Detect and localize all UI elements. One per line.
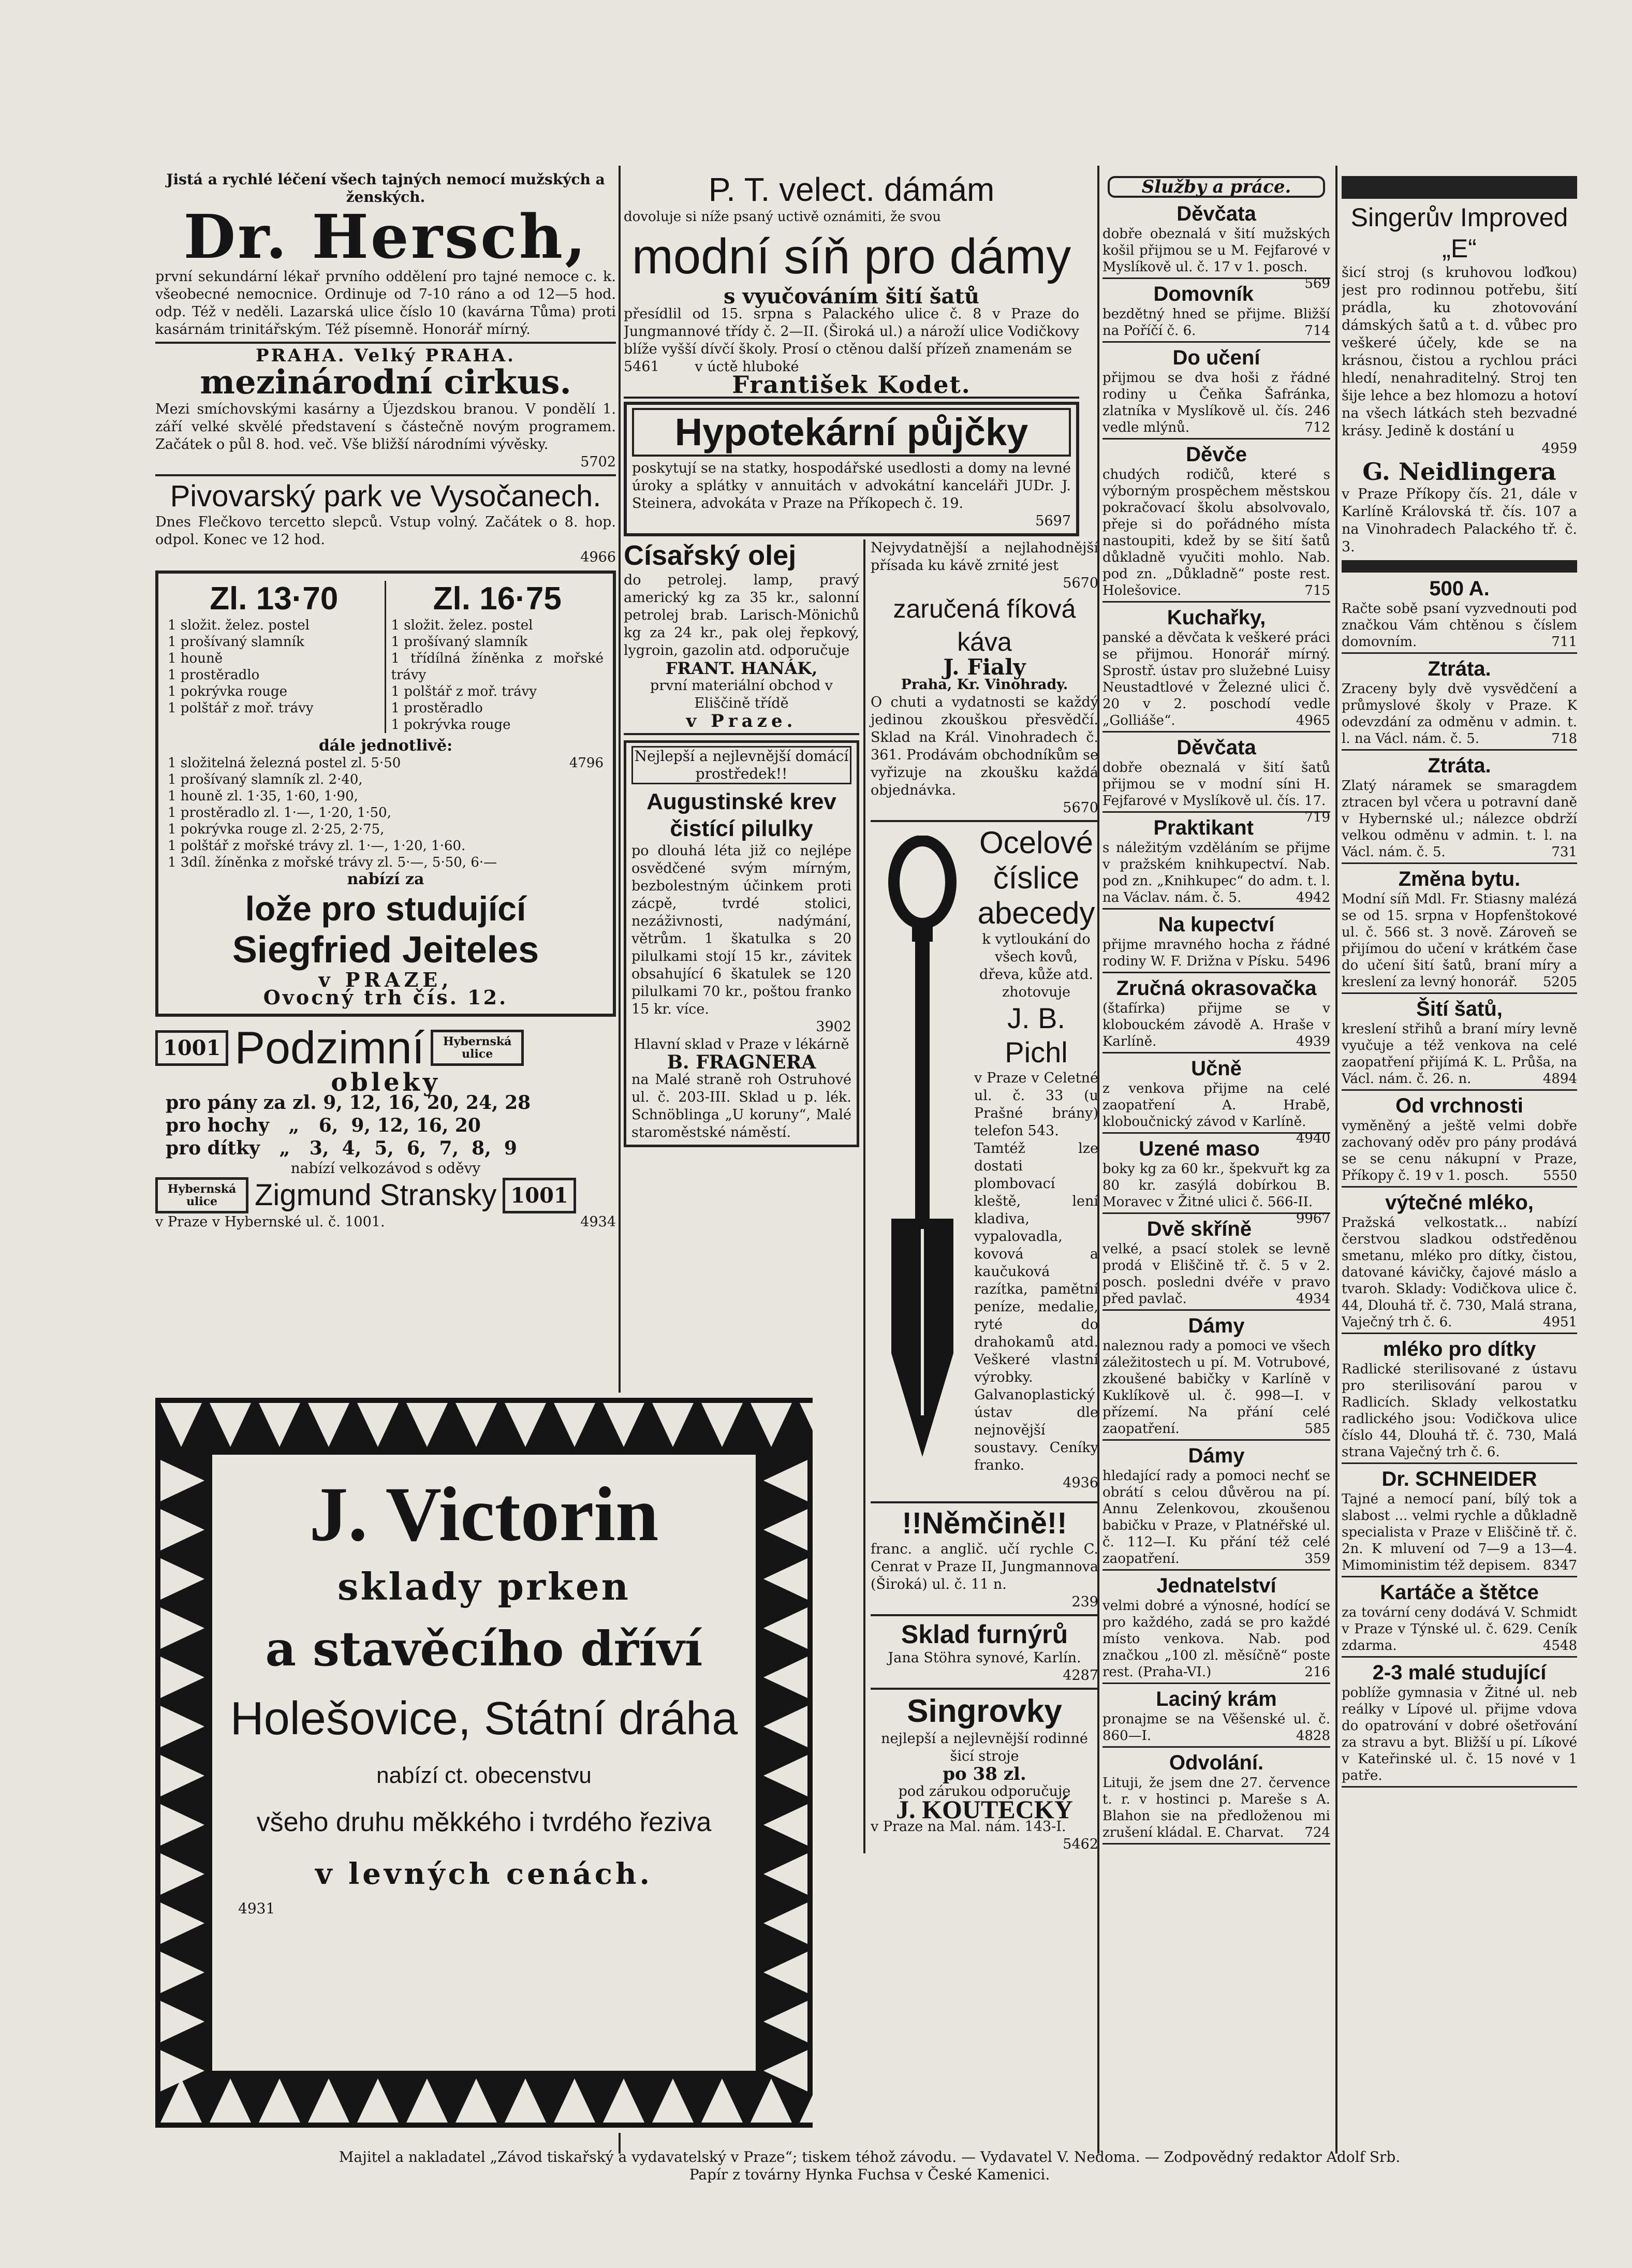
classified-ad [1342, 1191, 1577, 1334]
classified-body: Modní síň Mdl. Fr. Stiasny malézá se od 15. srpna v Hopfenštokové ul. č. 566 st. 3 nově. Zároveň se přijímou do učení v krátkém čase do učení šití šatů, braní míry a kreslení za levný honorář. [1342, 891, 1577, 990]
classified-ad [1102, 606, 1330, 733]
classified-ad [1342, 867, 1577, 994]
classified-num: 569 [1304, 276, 1330, 291]
classified-ad [1102, 443, 1330, 603]
classified-num: 4939 [1296, 1034, 1330, 1049]
classified-ad [1342, 1467, 1577, 1577]
classified-title: Ztráta. [1428, 657, 1491, 680]
price-row: pro hochy „ 6, 9, 12, 16, 20 [166, 1115, 481, 1136]
victorin-name: J. Victorin [309, 1471, 659, 1557]
classified-num: 9967 [1296, 1211, 1330, 1226]
classified-text [1342, 778, 1577, 860]
fialy-text: O chuti a vydatnosti se každý jedinou zkouškou přesvědčí. Sklad na Král. Vinohradech č. 361. Prodávám obchodníkům se vyřizuje na zkoušku každá objednávka. [871, 694, 1098, 798]
hypo-title: Hypotekární půjčky [632, 408, 1071, 457]
pilulky-text: po dlouhá léta již co nejlépe osvědčené svým mírným, bezbolestným účinkem proti zácpě, tvrdé stolici, nezáživnosti, nadýmání, větrům. 1 škatulka s 20 pilulkami stojí 15 kr., závitek obsahující 6 škatulek se 120 pilulkami 70 kr., poštou franko 15 kr. více. [631, 843, 851, 1017]
offer-text: nabízí za [347, 870, 424, 888]
classified-text [1342, 1604, 1577, 1654]
classified-title: Dámy [1188, 1314, 1245, 1337]
stransky-title: Podzimní [234, 1022, 425, 1073]
classified-text [1102, 1241, 1330, 1307]
classified-title: Praktikant [1153, 816, 1254, 839]
olej-name: FRANT. HANÁK, [665, 659, 818, 678]
singrovky-addr: v Praze na Mal. nám. 143-I. [871, 1819, 1066, 1835]
olej-addr: první materiální obchod v Eliščině třídě [650, 678, 833, 711]
classified-ad [1342, 1661, 1577, 1788]
stransky-num-box: 1001 [155, 1030, 228, 1066]
classified-num: 216 [1304, 1664, 1330, 1680]
classified-num: 5496 [1296, 954, 1330, 969]
price-list-item: 1 třídílná žíněnka z mořské trávy [391, 651, 604, 683]
classified-num: 4942 [1296, 890, 1330, 905]
hersch-name: Dr. Hersch, [183, 202, 588, 272]
hersch-text: první sekundární lékař prvního oddělení pro tajné nemoce c. k. všeobecné nemocnice. Ordinuje od 7-10 ráno a od 12—5 hod. odp. Též v neděli. Lazarská ulice číslo 10 (kavárna Tůma) proti kasárnám trinitářským. Též písemně. Honorář mírný. [155, 269, 616, 338]
furnyr-title: Sklad furnýrů [901, 1620, 1068, 1649]
nemcine-num: 239 [1071, 1594, 1098, 1610]
price-list-item: 1 houně [168, 651, 223, 666]
singer-addr: v Praze Příkopy čís. 21, dále v Karlíně Královská tř. čís. 107 a na Vinohradech Palackého tř. č. 3. [1342, 486, 1577, 555]
classified-text [1342, 601, 1577, 650]
nemcine-title: !!Němčině!! [902, 1506, 1067, 1540]
classified-text [1102, 937, 1330, 970]
imprint-footer [155, 2148, 1584, 2184]
services-header: Služby a práce. [1108, 176, 1325, 198]
loze-title: lože pro studující [245, 889, 526, 928]
classified-num: 715 [1304, 583, 1330, 598]
classified-num: 5550 [1542, 1168, 1577, 1183]
further-item: 1 houně zl. 1·35, 1·60, 1·90, [168, 788, 358, 804]
pilulky-num: 3902 [816, 1019, 851, 1035]
olej-title: Císařský olej [624, 540, 797, 571]
singer-num: 4959 [1541, 441, 1577, 457]
pichl-ad [871, 825, 1098, 1498]
pilulky-title: Augustinské krev čistící pilulky [646, 789, 836, 841]
classified-title: Uzené maso [1139, 1137, 1260, 1160]
classified-num: 724 [1304, 1825, 1330, 1840]
classified-title: Děvčata [1177, 736, 1256, 759]
further-item: 1 pokrývka rouge zl. 2·25, 2·75, [168, 822, 385, 837]
classified-ad [1102, 282, 1330, 343]
classified-ad [1102, 1687, 1330, 1748]
key-illustration [871, 836, 974, 1472]
fialy-top-num: 5670 [1063, 575, 1098, 591]
classified-text [1102, 226, 1330, 291]
classified-num: 8347 [1542, 1558, 1577, 1573]
classified-body: poblíže gymnasia v Žitné ul. neb reálky v Lípové ul. přijme vdova do opatrování v dobré ošetřování za stravu a byt. Bližší u pí. Líkové v Kateřinské ul. č. 15 nové v 1 patře. [1342, 1685, 1577, 1783]
classified-ad [1102, 736, 1330, 825]
classified-ad [1342, 754, 1577, 864]
price-row: pro dítky „ 3, 4, 5, 6, 7, 8, 9 [166, 1137, 517, 1159]
column-1 [155, 171, 616, 1362]
jeiteles-city: v PRAZE, [318, 968, 453, 991]
classified-title: Změna bytu. [1398, 868, 1521, 890]
price-list-item: 1 prostěradlo [168, 667, 260, 683]
classified-text [1102, 1000, 1330, 1050]
circus-ad [155, 347, 616, 471]
classified-body: Tajné a nemocí paní, bílý tok a slabost ... velmi rychle a důkladně specialista v Praze v Eliščině tř. č. 2n. K mluvení od 7—9 a 13—4. Mimoministim též depisem. [1342, 1491, 1577, 1573]
olej-ad [624, 539, 859, 730]
classified-body: Zlatý náramek se smaragdem ztracen byl včera u potravní daně v Hybernské ul.; nálezce obdrží velkou odměnu v admin. t. l. na Václ. nám. č. 5. [1342, 778, 1577, 860]
classified-ad [1342, 1337, 1577, 1464]
classified-ad [1342, 1094, 1577, 1188]
singer-text: šicí stroj (s kruhovou loďkou) jest pro rodinnou potřebu, šití prádla, ku zhotovování dámských šatů a t. d. vůbec pro veškeré účely, kde se na krásnou, čistou a rychlou práci hledí, nenahraditelný. Stroj ten šije lehce a bez hlomozu a hotoví na všech látkách steh bezvadné krásy. Jedině k dostání u [1342, 265, 1577, 439]
classified-ad [1102, 913, 1330, 973]
singrovky-name: J. KOUTECKÝ [896, 1795, 1073, 1824]
singrovky-guarantee: pod zárukou odporučuje [898, 1783, 1071, 1799]
classified-body: chudých rodičů, které s výborným prospěchem městskou pokračovací školu absolvovalo, přeje si do pořádného místa nastoupiti, kdež by se šití šatů důkladně vyučiti mohlo. Nab. pod zn. „Důkladně“ poste rest. Holešovice. [1102, 467, 1330, 598]
classified-ad [1342, 577, 1577, 654]
classified-ad [1102, 1057, 1330, 1146]
park-ad [155, 479, 616, 566]
classified-title: Zručná okrasovačka [1116, 977, 1317, 1000]
classified-num: 4894 [1542, 1071, 1577, 1087]
victorin-num: 4931 [238, 1900, 275, 1917]
fialy-place: Praha, Kr. Vinohrady. [901, 677, 1068, 693]
classified-text [1102, 630, 1330, 729]
classified-text [1102, 306, 1330, 339]
classified-body: Lituji, že jsem dne 27. července t. r. v hostinci p. Mareše s A. Blahon sie na předloženou mi zrušení kládal. E. Charvat. [1102, 1775, 1330, 1840]
victorin-line2: a stavěcího dříví [265, 1621, 703, 1677]
column-4 [1342, 171, 1577, 2154]
classified-title: Domovník [1153, 283, 1254, 305]
classified-body: Radlické sterilisované z ústavu pro sterilisování parou v Radlicích. Sklady velkostatku radlického jsou: Vodičkova ulice číslo 44, Dlouhá tř. č. 730, Malá strana Vaječný trh č. 6. [1342, 1362, 1577, 1460]
stransky-name: Zigmund Stransky [255, 1178, 497, 1212]
classified-ad [1342, 657, 1577, 751]
kodet-sign-row: 5461 v úctě hluboké [624, 359, 799, 375]
price-list-item: 1 prošívaný slamník [391, 634, 528, 650]
olej-text: do petrolej. lamp, pravý americký kg za 35 kr., salonní petrolej brab. Larisch-Mönichů kg za 24 kr., pak olej řepkový, lygroin, gazolin atd. odporučuje [624, 572, 859, 659]
nemcine-text: franc. a anglič. učí rychle C. Cenrat v Praze II, Jungmannova (Široká) ul. č. 11 n. [871, 1541, 1098, 1592]
classified-text [1102, 759, 1330, 825]
classified-body: naleznou rady a pomoci ve všech záležitostech u pí. M. Votrubové, zkoušené babičky v Karlíně v Kuklíkově ul. č. 998—I. v přízemí. Na přání celé zaopatření. [1102, 1338, 1330, 1437]
fialy-num: 5670 [1063, 800, 1098, 816]
olej-city: v Praze. [686, 711, 797, 731]
circus-text: Mezi smíchovskými kasárny a Újezdskou branou. V pondělí 1. září velké skvělé představení s částečně novým programem. Začátek o půl 8. hod. več. Vše bližší národními vývěsky. [155, 401, 616, 452]
price-list-item: 1 pokrývka rouge [391, 717, 511, 733]
classified-body: bezdětný hned se přijme. Bližší na Poříčí č. 6. [1102, 306, 1330, 339]
classified-num: 4828 [1296, 1728, 1330, 1744]
circus-title: mezinárodní cirkus. [200, 363, 571, 402]
classified-title: Dr. SCHNEIDER [1381, 1468, 1537, 1490]
classified-body: (štafírka) přijme se v klobouckém závodě A. Hraše v Karlíně. [1102, 1001, 1330, 1049]
hypo-text: poskytují se na statky, hospodářské usedlosti a domy na levné úroky a splátky v annuitách v advokátní kanceláři JUDr. J. Steinera, advokáta v Praze na Příkopech č. 19. [632, 460, 1071, 511]
singer-title: Singerův Improved „E“ [1350, 203, 1568, 263]
classified-ad [1102, 1217, 1330, 1311]
pilulky-addr: na Malé straně roh Ostruhové ul. č. 203-III. Sklad u p. lék. Schnöblinga „U koruny“, Malé staroměstské náměstí. [631, 1072, 851, 1140]
stransky-ad [155, 1022, 616, 1231]
price-list-item: 1 prostěradlo [391, 700, 483, 716]
classified-title: Na kupectví [1158, 913, 1275, 936]
classified-body: boky kg za 60 kr., špekvuřt kg za 80 kr. zasýlá dobírkou B. Moravec v Žitné ulici č. 566-II. [1102, 1161, 1330, 1210]
classified-body: velké, a psací stolek se levně prodá v Eliščině tř. č. 5 v 2. posch. posledni dvéře v pravo před pavlač. [1102, 1241, 1330, 1307]
pichl-title2: číslice [993, 860, 1080, 895]
price-list-item: 1 složit. želez. postel [391, 618, 533, 633]
imprint-line2: Papír z továrny Hynka Fuchsa v České Kamenici. [689, 2166, 1050, 2183]
hypo-ad [624, 402, 1079, 536]
classified-title: Učně [1191, 1057, 1242, 1080]
price-row: pro pány za zl. 9, 12, 16, 20, 24, 28 [166, 1092, 531, 1114]
circus-num: 5702 [580, 454, 616, 470]
classified-body: z venkova přijme na celé zaopatření A. Hrabě, kloboučnický závod v Karlíně. [1102, 1081, 1330, 1130]
classified-num: 4951 [1542, 1314, 1577, 1330]
price-list-item: 1 polštář z moř. trávy [391, 684, 537, 699]
stransky-footer: v Praze v Hybernské ul. č. 1001. 4934 [155, 1214, 616, 1230]
stransky-subtitle: obleky [331, 1068, 440, 1097]
singer-name: G. Neidlingera [1362, 458, 1556, 486]
classified-num: 718 [1551, 731, 1577, 747]
classified-title: 500 A. [1429, 577, 1490, 600]
classified-body: za tovární ceny dodává V. Schmidt v Praze v Týnské ul. č. 629. Ceník zdarma. [1342, 1605, 1577, 1654]
classified-title: Do učení [1172, 346, 1260, 369]
classified-text [1342, 891, 1577, 990]
pichl-title3: abecedy [977, 896, 1095, 930]
classified-ad [1102, 1444, 1330, 1571]
classified-text [1102, 1598, 1330, 1680]
pilulky-sklad: Hlavní sklad v Praze v lékárně [634, 1036, 849, 1052]
classified-ad [1102, 1314, 1330, 1441]
classified-body: panské a děvčata k veškeré práci se přijmou. Honorář mírný. Sprostř. ústav pro služebné Luisy Neustadtlové v Železné ulici č. 20 v 2. poschodí vedle „Golliáše“. [1102, 630, 1330, 728]
column-2 [624, 171, 1118, 2148]
victorin-line1: sklady prken [337, 1564, 630, 1608]
classified-num: 714 [1304, 323, 1330, 339]
classified-ad [1102, 202, 1330, 291]
classified-body: Zraceny byly dvě vysvědčení a průmyslové školy v Praze. K odevzdání za odměnu v admin. t. l. na Václ. nám. č. 5. [1342, 681, 1577, 747]
classified-num: 359 [1304, 1551, 1330, 1567]
classified-title: Jednatelství [1156, 1574, 1276, 1597]
classified-body: Račte sobě psaní vyzvednouti pod značkou Vám chtěnou s číslem domovním. [1342, 601, 1577, 650]
price-list-item: 1 složit. želez. postel [168, 618, 310, 633]
classified-title: Ztráta. [1428, 754, 1491, 777]
classified-text [1342, 1215, 1577, 1330]
fialy-top: Nejvydatnější a nejlahodnější přísada ku kávě zrnité jest [871, 540, 1098, 574]
classified-ad [1102, 1751, 1330, 1845]
victorin-line6: v levných cenách. [315, 1857, 653, 1891]
classified-num: 4548 [1542, 1638, 1577, 1654]
victorin-line3: Holešovice, Státní dráha [230, 1693, 738, 1745]
pilulky-top: Nejlepší a nejlevnější domácí prostředek!! [631, 746, 851, 784]
classified-body: kreslení střihů a braní míry levně vyučuje a též venkova na celé zaopatření přijímá K. L. Průša, na Václ. nám. č. 26. n. [1342, 1021, 1577, 1087]
classified-text [1102, 1775, 1330, 1841]
stransky-num-box-2: 1001 [503, 1178, 576, 1213]
singrovky-text: nejlepší a nejlevnější rodinné šicí stroje [881, 1731, 1088, 1764]
classified-title: Kuchařky, [1167, 606, 1266, 629]
classified-text [1342, 1685, 1577, 1784]
classified-body: s náležitým vzděláním se přijme v pražském knihkupectví. Nab. pod zn. „Knihkupec“ do adm. t. l. na Václav. nám. č. 5. [1102, 840, 1330, 905]
hersch-ad [155, 171, 616, 339]
further-item-row [168, 755, 604, 771]
park-num: 4966 [580, 549, 616, 565]
kodet-intro: dovoluje si níže psaný uctivě oznámiti, že svou [624, 209, 941, 225]
fialy-name: J. Fialy [943, 654, 1026, 680]
classified-num: 4965 [1296, 713, 1330, 728]
stransky-street-box-2: Hybernská ulice [155, 1177, 248, 1213]
classified-text [1102, 370, 1330, 436]
jeiteles-name: Siegfried Jeiteles [232, 929, 539, 971]
pilulky-name: B. FRAGNERA [667, 1051, 816, 1073]
classified-text [1102, 1711, 1330, 1744]
classified-text [1342, 1021, 1577, 1087]
price-list-item: 1 pokrývka rouge [168, 684, 288, 699]
classified-title: Dvě skříně [1146, 1218, 1252, 1240]
classified-ad [1102, 976, 1330, 1053]
classified-ad [1102, 1574, 1330, 1684]
pichl-addr: v Praze v Celetné ul. č. 33 (u Prašné brány) telefon 543. [974, 1070, 1098, 1139]
singrovky-title: Singrovky [907, 1693, 1062, 1729]
classified-text [1102, 466, 1330, 599]
further-item: 1 3díl. žíněnka z mořské trávy zl. 5·—, 5·50, 6·— [168, 855, 497, 870]
classified-num: 4934 [1296, 1291, 1330, 1307]
furnyr-text: Jana Stöhra synové, Karlín. [888, 1650, 1081, 1666]
pichl-num: 4936 [1063, 1475, 1098, 1491]
classified-title: Šití šatů, [1416, 998, 1503, 1020]
fialy-title: zaručená fíková káva [893, 594, 1076, 656]
classified-num: 719 [1304, 810, 1330, 825]
classified-body: přijme mravného hocha z řádné rodiny W. F. Drižna v Písku. [1102, 937, 1330, 969]
further-num: 4796 [569, 755, 604, 771]
classified-ad [1342, 997, 1577, 1091]
nemcine-ad [871, 1506, 1098, 1611]
column-3 [1102, 171, 1330, 2154]
hersch-intro: Jistá a rychlé léčení všech tajných nemocí mužských a ženských. [166, 171, 605, 206]
imprint-line1: Majitel a nakladatel „Závod tiskařský a vydavatelský v Praze“; tiskem téhož závodu. — Vydavatel V. Nedoma. — Zodpovědný redaktor Adolf Srb. [339, 2148, 1401, 2165]
stransky-street-box: Hybernská ulice [431, 1030, 524, 1066]
kodet-title: modní síň pro dámy [631, 229, 1071, 284]
classified-body: dobře obeznalá v šití šatů přijmou se v modní síni H. Fejfarové v Myslíkově ul. čís. 17. [1102, 760, 1330, 809]
singrovky-num: 5462 [1063, 1836, 1098, 1852]
circus-top: PRAHA. Velký PRAHA. [256, 345, 516, 366]
further-item: 1 prošívaný slamník zl. 2·40, [168, 772, 363, 787]
singrovky-price: po 38 zl. [943, 1764, 1026, 1784]
classified-text [1342, 681, 1577, 747]
furnyr-num: 4287 [1063, 1667, 1098, 1684]
kodet-top: P. T. velect. dámám [708, 171, 995, 208]
classified-title: Kartáče a štětce [1380, 1581, 1539, 1604]
classified-title: Děvče [1186, 443, 1247, 466]
column-rule [1335, 166, 1337, 2154]
classified-body: přijmou se dva hoši z řádné rodiny u Čeňka Šafránka, zlatníka v Myslíkově ul. čís. 246 vedle mlýnů. [1102, 370, 1330, 435]
classified-title: Děvčata [1177, 202, 1256, 225]
classified-ad [1102, 816, 1330, 910]
classified-body: vyměněný a ještě velmi dobře zachovaný oděv pro pány prodává se se cenu nákupní v Praze, Příkopy č. 19 v 1. posch. [1342, 1118, 1577, 1183]
price-right: Zl. 16·75 [433, 581, 562, 617]
classified-num: 585 [1304, 1421, 1330, 1437]
kodet-sub: s vyučováním šití šatů [723, 284, 980, 309]
jeiteles-ad [155, 570, 616, 1017]
classified-ad [1102, 346, 1330, 440]
classified-title: 2-3 malé studující [1372, 1661, 1547, 1684]
furnyr-ad [871, 1619, 1098, 1685]
victorin-line4: nabízí ct. obecenstvu [376, 1763, 592, 1788]
stransky-note: nabízí velkozávod s oděvy [290, 1160, 481, 1177]
pilulky-ad [624, 740, 859, 1147]
classified-text [1102, 840, 1330, 906]
classified-title: mléko pro dítky [1383, 1338, 1536, 1360]
classified-title: Od vrchnosti [1395, 1094, 1523, 1117]
further-item: 1 polštář z mořské trávy zl. 1·—, 1·20, 1·60. [168, 838, 466, 854]
classified-text [1102, 1468, 1330, 1567]
classified-body: pronajme se na Věšenské ul. č. 860—I. [1102, 1711, 1330, 1744]
hypo-num: 5697 [1035, 513, 1071, 529]
classified-text [1102, 1161, 1330, 1226]
further-item: 1 složitelná železná postel zl. 5·50 [168, 755, 401, 771]
classified-ad [1342, 1581, 1577, 1658]
price-list-item: 1 polštář z moř. trávy [168, 700, 314, 716]
classified-num: 5205 [1542, 974, 1577, 990]
pichl-name: J. B. Pichl [1005, 1002, 1068, 1069]
classified-ad [1102, 1137, 1330, 1226]
price-left: Zl. 13·70 [210, 581, 339, 617]
park-text: Dnes Flečkovo tercetto slepců. Vstup volný. Začátek o 8. hop. odpol. Konec ve 12 hod. [155, 514, 616, 548]
classified-num: 712 [1304, 420, 1330, 435]
further-item: 1 prostěradlo zl. 1·—, 1·20, 1·50, [168, 805, 391, 821]
kodet-name: František Kodet. [732, 371, 971, 399]
classified-num: 4940 [1296, 1131, 1330, 1146]
classified-body: velmi dobré a výnosné, hodící se pro každého, zadá se pro každé místo venkova. Nab. pod značkou „100 zl. měsíčně“ poste rest. (Praha-VI.) [1102, 1598, 1330, 1680]
classified-text [1342, 1118, 1577, 1184]
classified-body: Pražská velkostatk... nabízí čerstvou sladkou odstředěnou smetanu, mléko pro dítky, čistou, datované kávičky, čajové máslo a tvaroh. Sklady: Vodičkova ulice č. 44, Dlouhá tř. č. 730, Malá strana, Vaječný trh č. 6. [1342, 1215, 1577, 1330]
classified-text [1342, 1491, 1577, 1574]
classified-title: Laciný krám [1156, 1688, 1277, 1710]
park-title: Pivovarský park ve Vysočanech. [170, 479, 601, 513]
pichl-title1: Ocelové [979, 825, 1094, 860]
classified-text [1102, 1080, 1330, 1146]
classified-body: hledající rady a pomoci nechť se obrátí s celou důvěrou na pí. Annu Zelenkovou, zkoušenou babičku v Praze, v Platnéřské ul. č. 112—I. Ku přání též celé zaopatření. [1102, 1468, 1330, 1567]
classified-title: výtečné mléko, [1385, 1191, 1534, 1214]
singer-ad [1342, 176, 1577, 573]
further-heading: dále jednotlivě: [318, 737, 453, 755]
singrovky-ad [871, 1693, 1098, 1853]
classified-title: Odvolání. [1169, 1751, 1264, 1774]
price-list-item: 1 prošívaný slamník [168, 634, 304, 650]
pichl-text2: Tamtéž lze dostati plombovací kleště, lení kladiva, vypalovadla, kovová a kaučuková razítka, pamětní peníze, medalie, ryté do drahokamů atd. Veškeré vlastní výrobky. Galvanoplastický ústav dle nejnovější soustavy. Ceníky franko. [974, 1140, 1098, 1473]
classified-num: 711 [1551, 634, 1577, 650]
classified-text [1342, 1361, 1577, 1460]
kodet-text: přesídlil od 15. srpna s Palackého ulice č. 8 v Praze do Jungmannové třídy č. 2—II. (Široká ul.) a nároží ulice Vodičkovy blíže vyšší dívčí školy. Prosí o ctěnou další přízeň znamenám se [624, 306, 1079, 357]
classified-body: dobře obeznalá v šití mužských košil přijmou se u M. Fejfarové v Myslíkově ul. č. 17 v 1. posch. [1102, 226, 1330, 275]
classified-num: 731 [1551, 844, 1577, 860]
fialy-ad [871, 539, 1098, 817]
pichl-text1: k vytloukání do všech kovů, dřeva, kůže atd. zhotovuje [979, 931, 1094, 1000]
jeiteles-address: Ovocný trh čís. 12. [263, 986, 508, 1009]
victorin-line5: všeho druhu měkkého i tvrdého řeziva [256, 1807, 712, 1837]
classified-title: Dámy [1188, 1444, 1245, 1467]
classified-text [1102, 1338, 1330, 1437]
